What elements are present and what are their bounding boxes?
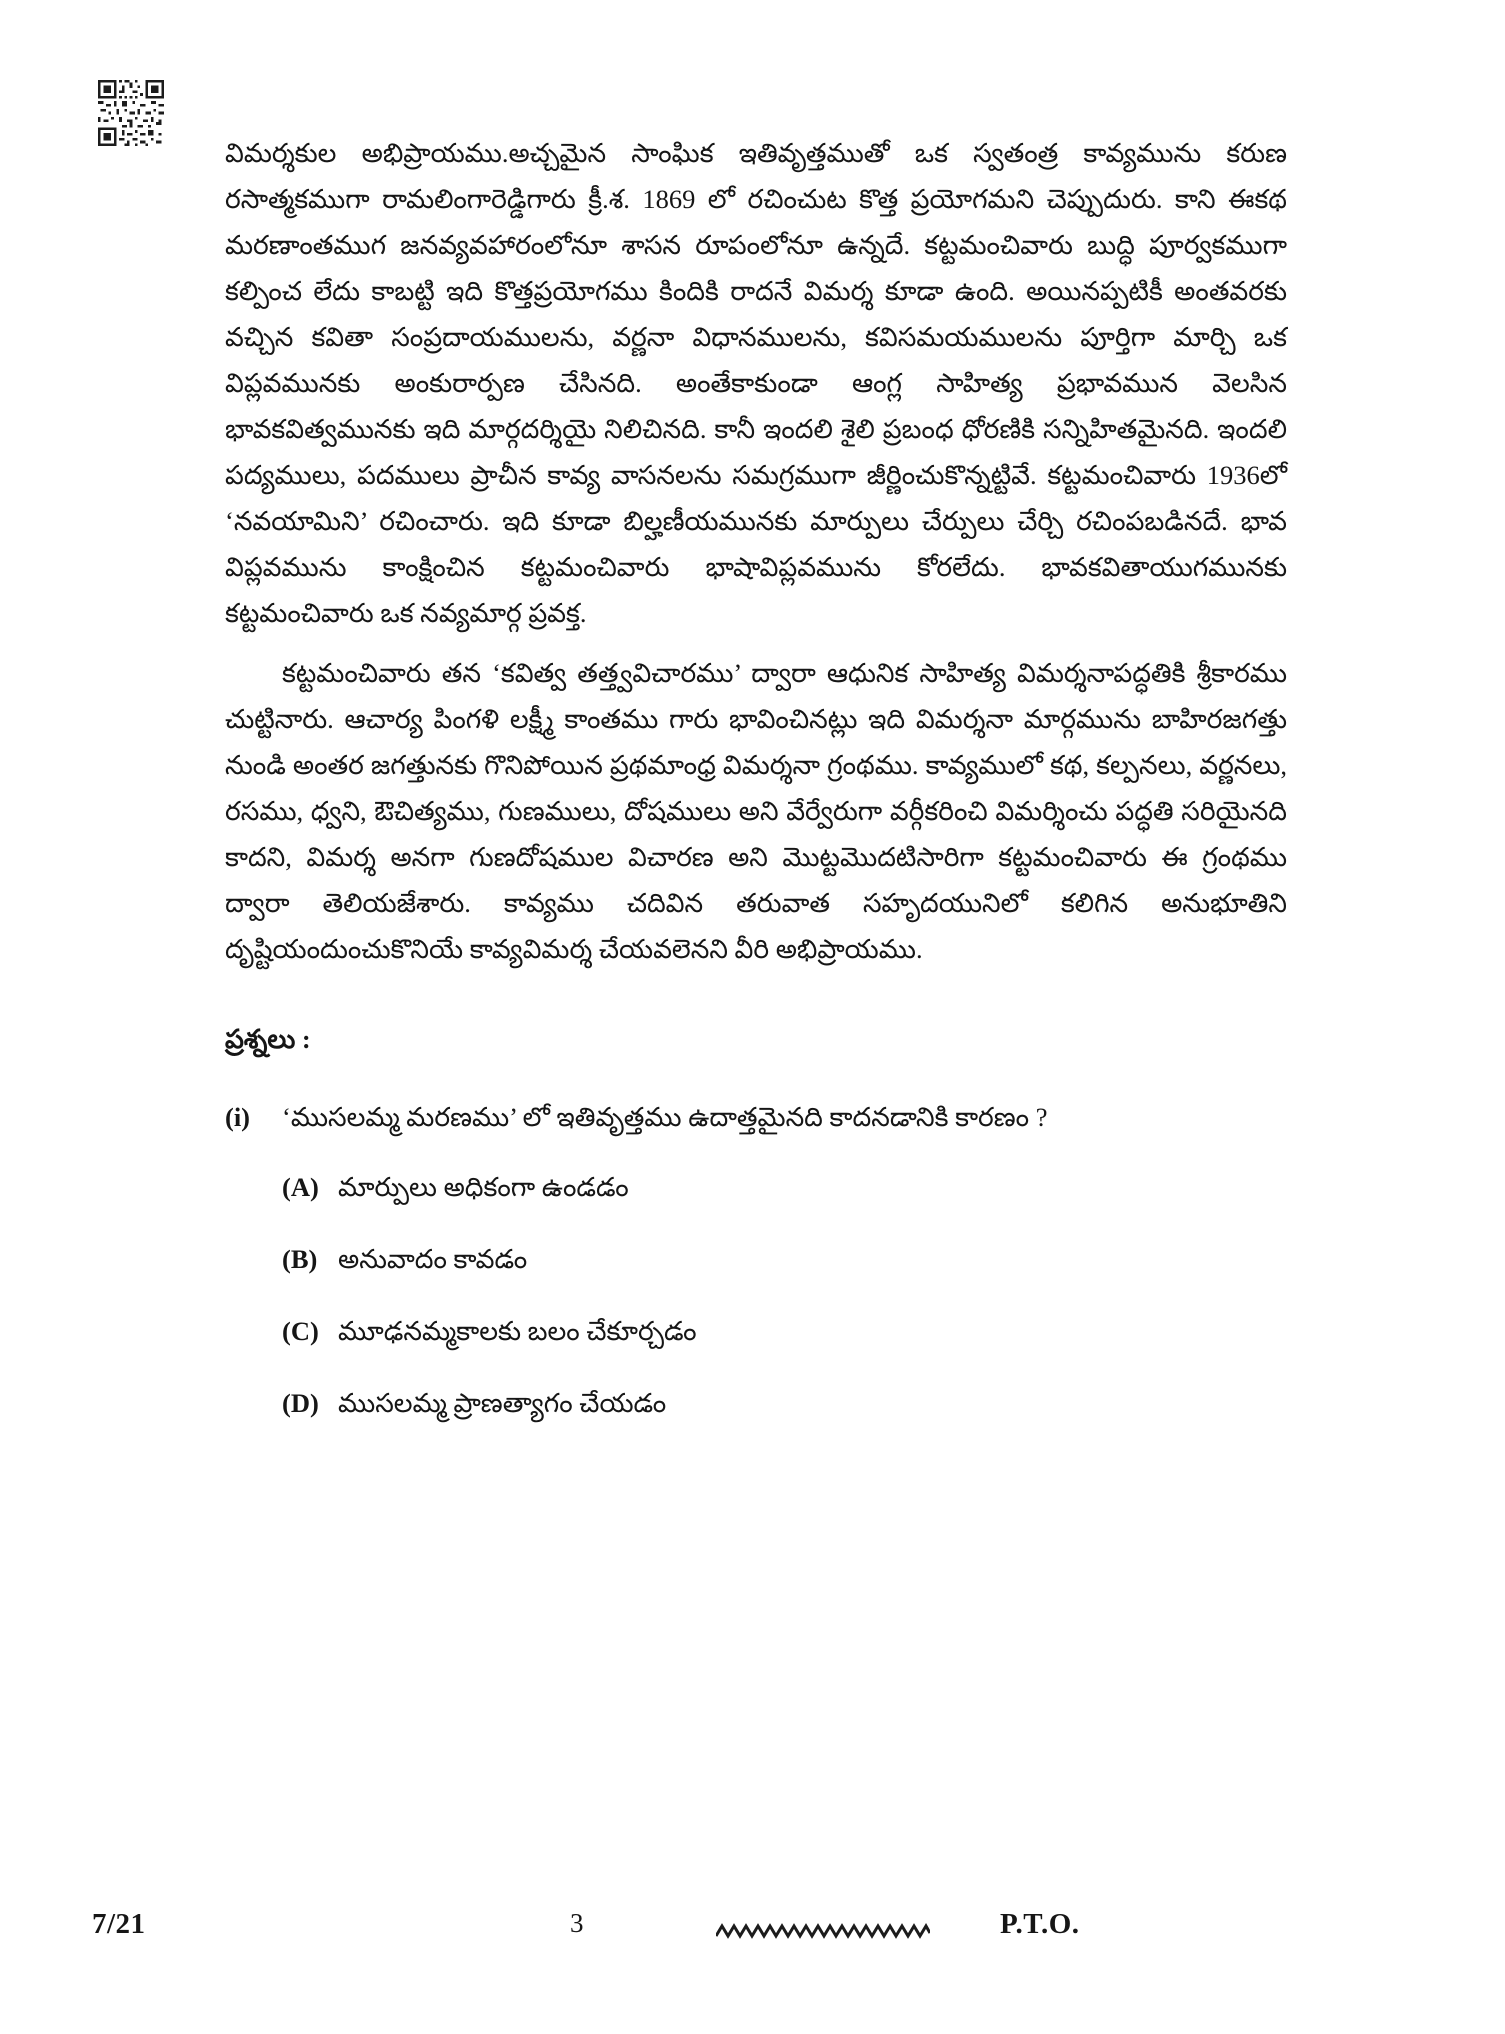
option-c-label: (C)	[282, 1316, 319, 1346]
option-b-text: అనువాదం కావడం	[338, 1244, 528, 1274]
option-b	[282, 1236, 1287, 1282]
question-i	[225, 1094, 1287, 1140]
option-a	[282, 1164, 1287, 1210]
option-d	[282, 1380, 1287, 1426]
passage-paragraph-1: విమర్శకుల అభిప్రాయము.అచ్చమైన సాంఘిక ఇతివృత్తముతో ఒక స్వతంత్ర కావ్యమును కరుణ రసాత్మకముగా రామలింగారెడ్డిగారు క్రీ.శ. 1869 లో రచించుట కొత్త ప్రయోగమని చెప్పుదురు. కాని ఈకథ మరణాంతముగ జనవ్యవహారంలోనూ శాసన రూపంలోనూ ఉన్నదే. కట్టమంచివారు బుద్ధి పూర్వకముగా కల్పించ లేదు కాబట్టి ఇది కొత్తప్రయోగము కిందికి రాదనే విమర్శ కూడా ఉంది. అయినప్పటికీ అంతవరకు వచ్చిన కవితా సంప్రదాయములను, వర్ణనా విధానములను, కవిసమయములను పూర్తిగా మార్చి ఒక విప్లవమునకు అంకురార్పణ చేసినది. అంతేకాకుండా ఆంగ్ల సాహిత్య ప్రభావమున వెలసిన భావకవిత్వమునకు ఇది మార్గదర్శియై నిలిచినది. కానీ ఇందలి శైలి ప్రబంధ ధోరణికి సన్నిహితమైనది. ఇందలి పద్యములు, పదములు ప్రాచీన కావ్య వాసనలను సమగ్రముగా జీర్ణించుకొన్నట్టివే. కట్టమంచివారు 1936లో ‘నవయామిని’ రచించారు. ఇది కూడా బిల్హణీయమునకు మార్పులు చేర్పులు చేర్చి రచింపబడినదే. భావ విప్లవమును కాంక్షించిన కట్టమంచివారు భాషావిప్లవమును కోరలేదు. భావకవితాయుగమునకు కట్టమంచివారు ఒక నవ్యమార్గ ప్రవక్త.	[225, 138, 1287, 628]
option-a-label: (A)	[282, 1172, 319, 1202]
question-text: ‘ముసలమ్మ మరణము’ లో ఇతివృత్తము ఉదాత్తమైనది కాదనడానికి కారణం ?	[282, 1102, 1048, 1132]
passage-block	[225, 130, 1287, 1452]
zigzag-line-icon	[716, 1922, 930, 1940]
option-c-text: మూఢనమ్మకాలకు బలం చేకూర్చడం	[338, 1316, 697, 1346]
question-number: (i)	[225, 1102, 251, 1132]
option-c	[282, 1308, 1287, 1354]
questions-heading: ప్రశ్నలు :	[225, 1024, 311, 1054]
option-a-text: మార్పులు అధికంగా ఉండడం	[338, 1172, 629, 1202]
options-list	[282, 1164, 1287, 1426]
qr-code-icon	[98, 80, 164, 146]
option-d-label: (D)	[282, 1388, 319, 1418]
page-number: 3	[570, 1908, 584, 1938]
passage-paragraph-2: కట్టమంచివారు తన ‘కవిత్వ తత్త్వవిచారము’ ద్వారా ఆధునిక సాహిత్య విమర్శనాపద్ధతికి శ్రీకారము చుట్టినారు. ఆచార్య పింగళి లక్ష్మీ కాంతము గారు భావించినట్లు ఇది విమర్శనా మార్గమును బాహిరజగత్తు నుండి అంతర జగత్తునకు గొనిపోయిన ప్రథమాంధ్ర విమర్శనా గ్రంథము. కావ్యములో కథ, కల్పనలు, వర్ణనలు, రసము, ధ్వని, ఔచిత్యము, గుణములు, దోషములు అని వేర్వేరుగా వర్గీకరించి విమర్శించు పద్ధతి సరియైనది కాదని, విమర్శ అనగా గుణదోషముల విచారణ అని మొట్టమొదటిసారిగా కట్టమంచివారు ఈ గ్రంథము ద్వారా తెలియజేశారు. కావ్యము చదివిన తరువాత సహృదయునిలో కలిగిన అనుభూతిని దృష్టియందుంచుకొనియే కావ్యవిమర్శ చేయవలెనని వీరి అభిప్రాయము.	[225, 658, 1287, 964]
paper-code: 7/21	[92, 1908, 146, 1940]
pto-label: P.T.O.	[1000, 1908, 1080, 1940]
option-b-label: (B)	[282, 1244, 318, 1274]
option-d-text: ముసలమ్మ ప్రాణత్యాగం చేయడం	[338, 1388, 667, 1418]
